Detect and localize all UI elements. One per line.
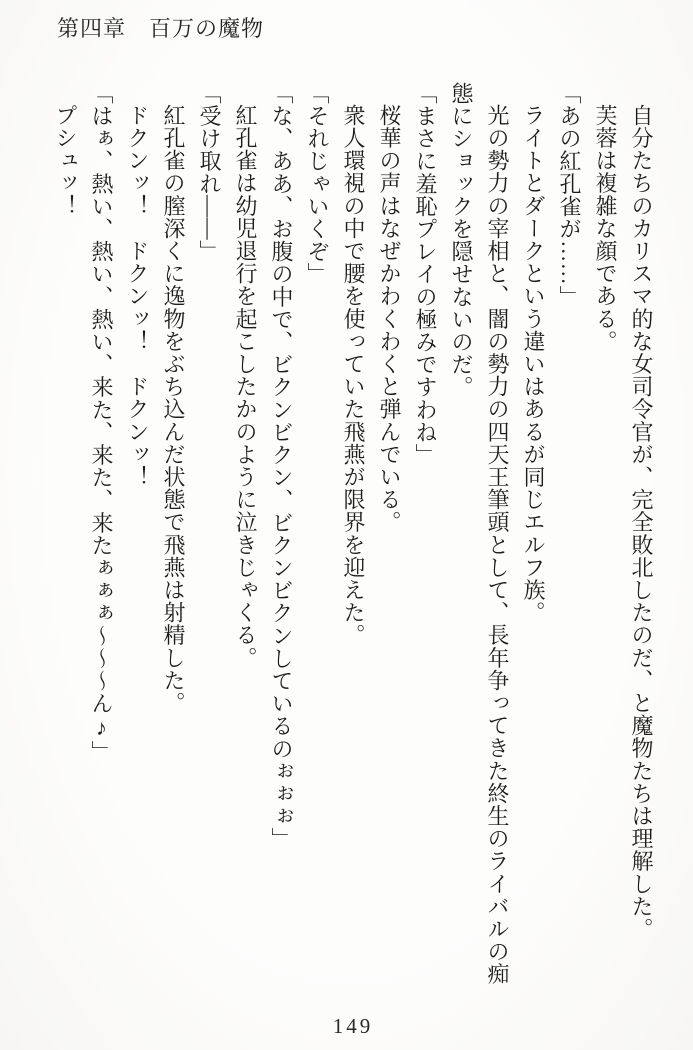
- chapter-running-head: 第四章 百万の魔物: [57, 16, 265, 41]
- dialogue-paragraph: 「受け取れ――」: [197, 82, 222, 263]
- narrative-paragraph: ライトとダークという違いはあるが同じエルフ族。: [521, 104, 546, 624]
- narrative-paragraph: 芙蓉は複雑な顔である。: [593, 104, 618, 353]
- page-number: 149: [332, 1014, 374, 1038]
- narrative-paragraph: ドクンッ！ ドクンッ！ ドクンッ！: [125, 104, 150, 489]
- vertical-text-body: [35, 82, 659, 997]
- dialogue-paragraph: 「あの紅孔雀が……」: [557, 82, 582, 308]
- narrative-paragraph: 光の勢力の宰相と、闇の勢力の四天王筆頭として、長年争ってきた終生のライバルの痴態にショックを隠せないのだ。: [449, 82, 510, 986]
- dialogue-paragraph: 「な、ああ、お腹の中で、ビクンビクン、ビクンビクンしているのぉぉぉ」: [269, 82, 294, 851]
- narrative-paragraph: 桜華の声はなぜかわくわくと弾んでいる。: [377, 104, 402, 534]
- dialogue-paragraph: 「それじゃいくぞ」: [305, 82, 330, 286]
- narrative-paragraph: プシュッ！: [53, 104, 78, 217]
- narrative-paragraph: 紅孔雀は幼児退行を起こしたかのように泣きじゃくる。: [233, 104, 258, 669]
- narrative-paragraph: 紅孔雀の膣深くに逸物をぶち込んだ状態で飛燕は射精した。: [161, 104, 186, 715]
- narrative-paragraph: 衆人環視の中で腰を使っていた飛燕が限界を迎えた。: [341, 104, 366, 647]
- narrative-paragraph: 自分たちのカリスマ的な女司令官が、完全敗北したのだ、と魔物たちは理解した。: [629, 104, 654, 941]
- dialogue-paragraph: 「はぁ、熱い、熱い、熱い、来た、来た、来たぁぁぁ〜〜〜ん♪」: [89, 82, 114, 763]
- dialogue-paragraph: 「まさに羞恥プレイの極みですわね」: [413, 82, 438, 467]
